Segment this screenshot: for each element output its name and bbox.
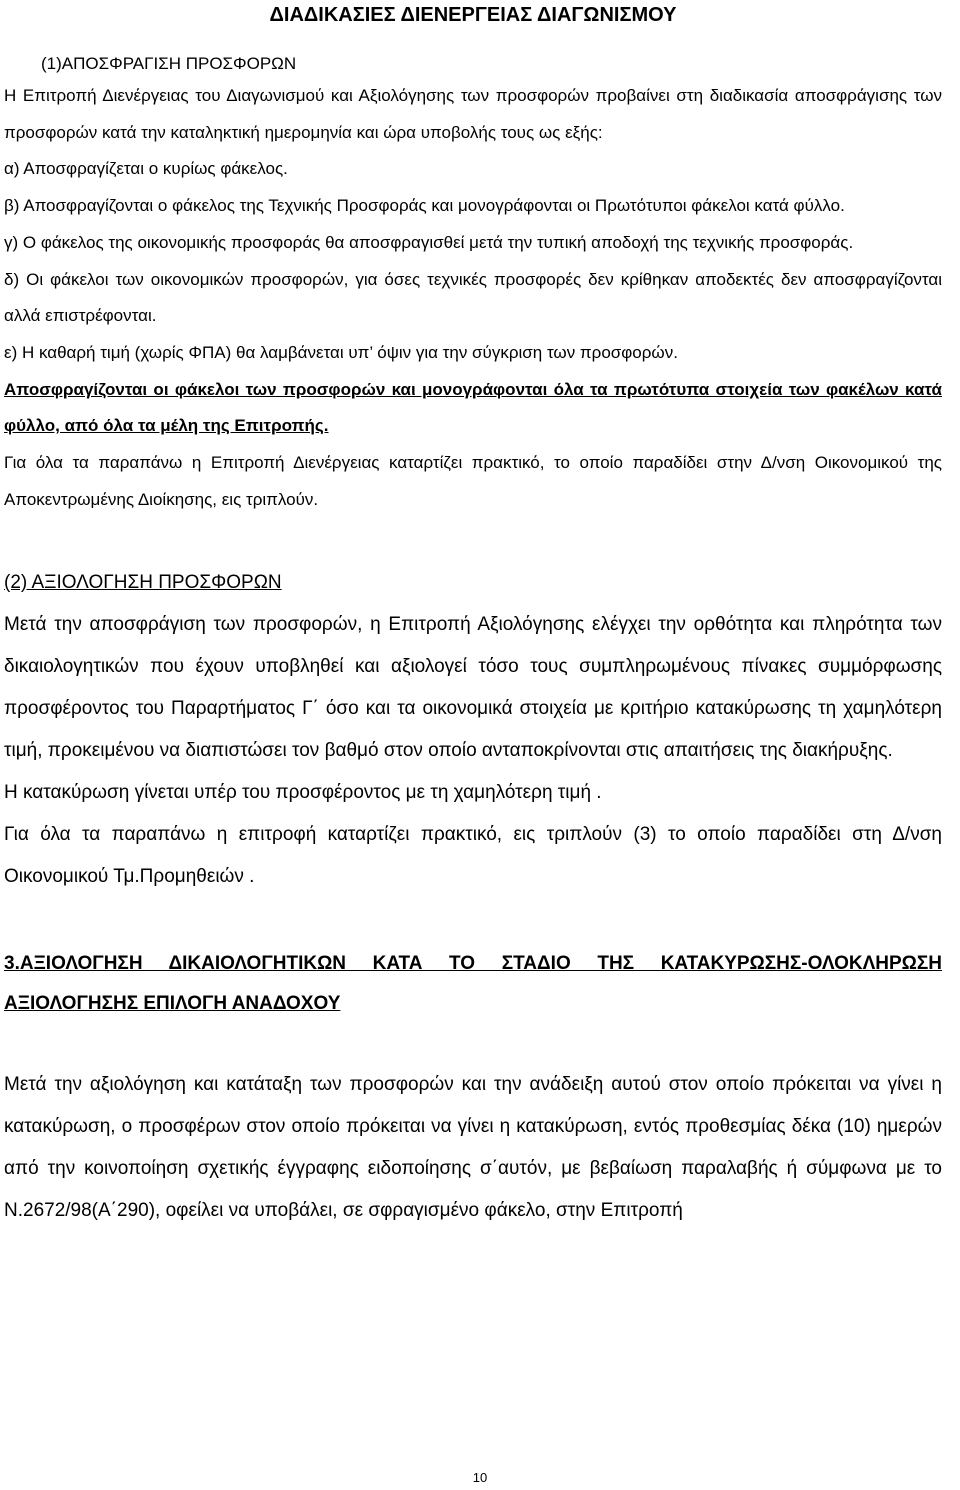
section-1-item-b: β) Αποσφραγίζονται ο φάκελος της Τεχνικής Προσφοράς και μονογράφονται οι Πρωτότυποι φάκελοι κατά φύλλο. bbox=[4, 196, 845, 216]
section-1-item-d: δ) Οι φάκελοι των οικονομικών προσφορών, για όσες τεχνικές προσφορές δεν κρίθηκαν αποδεκτές δεν αποσφραγίζονται αλλά επιστρέφονται. bbox=[4, 269, 942, 326]
section-3-paragraph-1: Μετά την αξιολόγηση και κατάταξη των προσφορών και την ανάδειξη αυτού στον οποίο πρόκειται να γίνει η κατακύρωση, ο προσφέρων στον οποίο πρόκειται να γίνει η κατακύρωση, εντός προθεσμίας δέκα (10) ημερών από την κοινοποίηση σχετικής έγγραφης ειδοποίησης σ΄αυτόν, με βεβαίωση παραλαβής ή σύμφωνα με το Ν.2672/98(Α΄290), οφείλει να υποβάλει, σε σφραγισμένο φάκελο, στην Επιτροπή bbox=[4, 1074, 942, 1222]
section-1-closing: Για όλα τα παραπάνω η Επιτροπή Διενέργειας καταρτίζει πρακτικό, το οποίο παραδίδει στην Δ/νση Οικονομικού της Αποκεντρωμένης Διοίκησης, εις τριπλούν. bbox=[4, 453, 942, 509]
section-1-heading: (1)ΑΠΟΣΦΡΑΓΙΣΗ ΠΡΟΣΦΟΡΩΝ bbox=[41, 54, 297, 73]
section-2-paragraph-3: Για όλα τα παραπάνω η επιτροφή καταρτίζει πρακτικό, εις τριπλούν (3) το οποίο παραδίδει στη Δ/νση Οικονομικού Τμ.Προμηθειών . bbox=[4, 824, 942, 888]
section-evaluation bbox=[4, 562, 942, 898]
section-3-heading: 3.ΑΞΙΟΛΟΓΗΣΗ ΔΙΚΑΙΟΛΟΓΗΤΙΚΩΝ ΚΑΤΑ ΤΟ ΣΤΑΔΙΟ ΤΗΣ ΚΑΤΑΚΥΡΩΣΗΣ-ΟΛΟΚΛΗΡΩΣΗ ΑΞΙΟΛΟΓΗΣΗΣ ΕΠΙΛΟΓΗ ΑΝΑΔΟΧΟΥ bbox=[4, 953, 942, 1015]
section-1-item-e: ε) Η καθαρή τιμή (χωρίς ΦΠΑ) θα λαμβάνεται υπ’ όψιν για την σύγκριση των προσφορών. bbox=[4, 342, 678, 362]
section-2-paragraph-1: Μετά την αποσφράγιση των προσφορών, η Επιτροπή Αξιολόγησης ελέγχει την ορθότητα και πληρότητα των δικαιολογητικών που έχουν υποβληθεί και αξιολογεί τόσο τους συμπληρωμένους πίνακες συμμόρφωσης προσφέροντος του Παραρτήματος Γ΄ όσο και τα οικονομικά στοιχεία με κριτήριο κατακύρωσης τη χαμηλότερη τιμή, προκειμένου να διαπιστώσει τον βαθμό στον οποίο ανταποκρίνονται στις απαιτήσεις της διακήρυξης. bbox=[4, 614, 942, 762]
section-opening-bids bbox=[4, 50, 942, 518]
document-title: ΔΙΑΔΙΚΑΣΙΕΣ ΔΙΕΝΕΡΓΕΙΑΣ ΔΙΑΓΩΝΙΣΜΟΥ bbox=[269, 4, 677, 26]
section-award-documents bbox=[4, 944, 942, 1232]
section-2-paragraph-2: Η κατακύρωση γίνεται υπέρ του προσφέροντος με τη χαμηλότερη τιμή . bbox=[4, 782, 602, 804]
section-1-intro: Η Επιτροπή Διενέργειας του Διαγωνισμού και Αξιολόγησης των προσφορών προβαίνει στη διαδικασία αποσφράγισης των προσφορών κατά την καταληκτική ημερομηνία και ώρα υποβολής τους ως εξής: bbox=[4, 86, 942, 142]
page-number: 10 bbox=[472, 1470, 488, 1485]
section-1-item-a: α) Αποσφραγίζεται ο κυρίως φάκελος. bbox=[4, 159, 288, 179]
section-2-heading: (2) ΑΞΙΟΛΟΓΗΣΗ ΠΡΟΣΦΟΡΩΝ bbox=[4, 572, 282, 594]
document-page bbox=[4, 0, 942, 1232]
section-1-item-c: γ) Ο φάκελος της οικονομικής προσφοράς θα αποσφραγισθεί μετά την τυπική αποδοχή της τεχνικής προσφοράς. bbox=[4, 232, 854, 252]
section-1-bold-statement: Αποσφραγίζονται οι φάκελοι των προσφορών και μονογράφονται όλα τα πρωτότυπα στοιχεία των φακέλων κατά φύλλο, από όλα τα μέλη της Επιτροπής. bbox=[4, 379, 942, 436]
